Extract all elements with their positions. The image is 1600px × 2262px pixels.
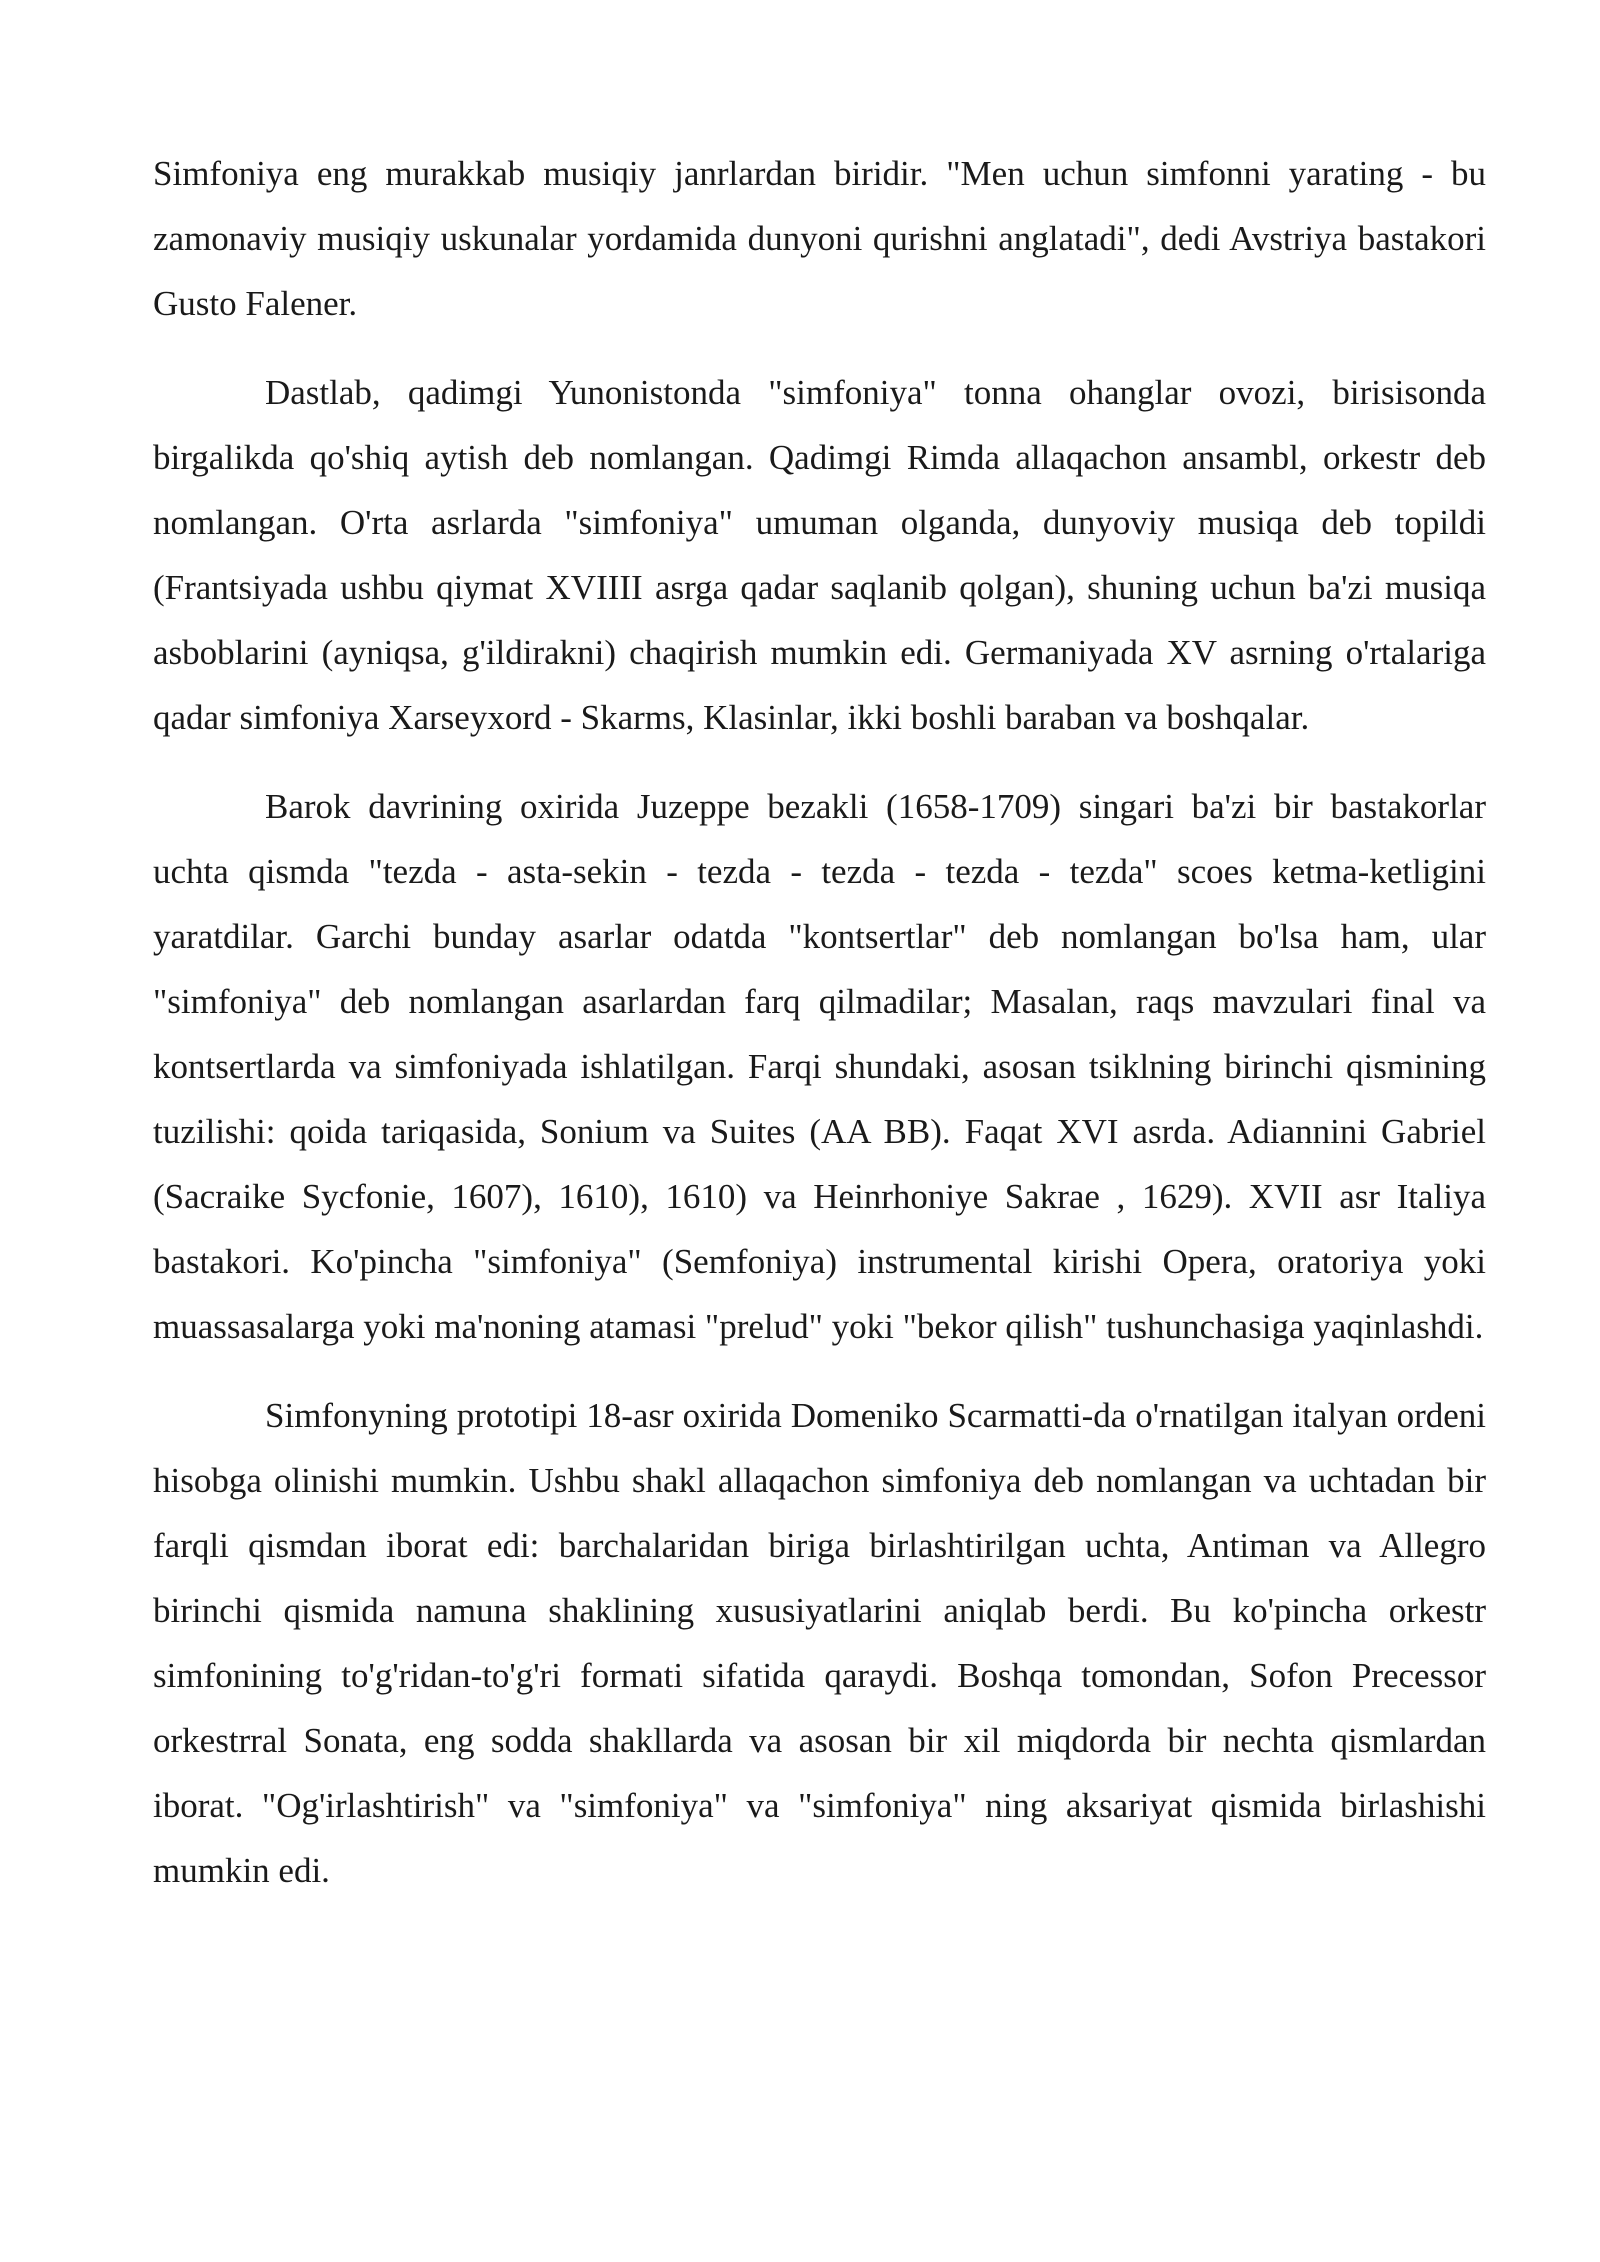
paragraph-intro: Simfoniya eng murakkab musiqiy janrlardan biridir. "Men uchun simfonni yarating - bu zamonaviy musiqiy uskunalar yordamida dunyoni qurishni anglatadi", dedi Avstriya bastakori Gusto Falener. bbox=[153, 154, 1486, 323]
paragraph-baroque: Barok davrining oxirida Juzeppe bezakli (1658-1709) singari ba'zi bir bastakorlar uchta qismda "tezda - asta-sekin - tezda - tezda - tezda - tezda" scoes ketma-ketligini yaratdilar. Garchi bunday asarlar odatda "kontsertlar" deb nomlangan bo'lsa ham, ular "simfoniya" deb nomlangan asarlardan farq qilmadilar; Masalan, raqs mavzulari final va kontsertlarda va simfoniyada ishlatilgan. Farqi shundaki, asosan tsiklning birinchi qismining tuzilishi: qoida tariqasida, Sonium va Suites (AA BB). Faqat XVI asrda. Adiannini Gabriel (Sacraike Sycfonie, 1607), 1610), 1610) va Heinrhoniye Sakrae , 1629). XVII asr Italiya bastakori. Ko'pincha "simfoniya" (Semfoniya) instrumental kirishi Opera, oratoriya yoki muassasalarga yoki ma'noning atamasi "prelud" yoki "bekor qilish" tushunchasiga yaqinlashdi. bbox=[153, 787, 1486, 1346]
paragraph-origins: Dastlab, qadimgi Yunonistonda "simfoniya" tonna ohanglar ovozi, birisisonda birgalikda qo'shiq aytish deb nomlangan. Qadimgi Rimda allaqachon ansambl, orkestr deb nomlangan. O'rta asrlarda "simfoniya" umuman olganda, dunyoviy musiqa deb topildi (Frantsiyada ushbu qiymat XVIIII asrga qadar saqlanib qolgan), shuning uchun ba'zi musiqa asboblarini (ayniqsa, g'ildirakni) chaqirish mumkin edi. Germaniyada XV asrning o'rtalariga qadar simfoniya Xarseyxord - Skarms, Klasinlar, ikki boshli baraban va boshqalar. bbox=[153, 373, 1486, 737]
document-body bbox=[153, 141, 1486, 1927]
paragraph-prototype: Simfonyning prototipi 18-asr oxirida Domeniko Scarmatti-da o'rnatilgan italyan ordeni hisobga olinishi mumkin. Ushbu shakl allaqachon simfoniya deb nomlangan va uchtadan bir farqli qismdan iborat edi: barchalaridan biriga birlashtirilgan uchta, Antiman va Allegro birinchi qismida namuna shaklining xususiyatlarini aniqlab berdi. Bu ko'pincha orkestr simfonining to'g'ridan-to'g'ri formati sifatida qaraydi. Boshqa tomondan, Sofon Precessor orkestrral Sonata, eng sodda shakllarda va asosan bir xil miqdorda bir nechta qismlardan iborat. "Og'irlashtirish" va "simfoniya" va "simfoniya" ning aksariyat qismida birlashishi mumkin edi. bbox=[153, 1396, 1486, 1890]
